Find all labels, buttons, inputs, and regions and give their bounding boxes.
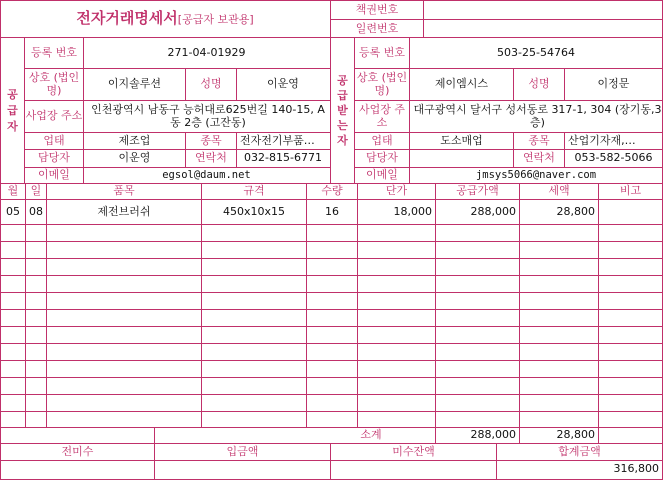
unpaid-label: 전미수 xyxy=(61,444,94,458)
supplier-addr: 인천광역시 남동구 능허대로625번길 140-15, A동 2층 (고잔동) xyxy=(91,102,325,129)
row-2-spec xyxy=(202,225,306,241)
balance-label: 미수잔액 xyxy=(392,444,435,458)
row-2-month xyxy=(1,225,25,241)
balance-value xyxy=(331,461,496,478)
buyer-side-char: 는 xyxy=(337,119,348,132)
subtotal-label: 소계 xyxy=(360,428,382,442)
row-7-item xyxy=(47,310,201,326)
row-5-item xyxy=(47,276,201,292)
row-10-price xyxy=(358,361,435,377)
header-supply: 공급가액 xyxy=(456,184,499,198)
buyer-side-char: 급 xyxy=(337,89,348,102)
row-8-item xyxy=(47,327,201,343)
book-no-label: 책권번호 xyxy=(355,2,399,16)
row-8-note xyxy=(599,327,662,343)
row-1-spec: 450x10x15 xyxy=(222,204,285,218)
supplier-side-char: 자 xyxy=(7,119,18,133)
row-4-month xyxy=(1,259,25,275)
header-spec: 규격 xyxy=(243,184,265,198)
grid-line xyxy=(598,427,599,444)
row-7-day xyxy=(26,310,46,326)
row-3-item xyxy=(47,242,201,258)
row-8-price xyxy=(358,327,435,343)
row-3-day xyxy=(26,242,46,258)
buyer-item-label: 종목 xyxy=(528,133,550,147)
row-5-qty xyxy=(307,276,357,292)
row-5-spec xyxy=(202,276,306,292)
row-7-qty xyxy=(307,310,357,326)
buyer-rep: 이정문 xyxy=(597,77,630,91)
row-6-day xyxy=(26,293,46,309)
buyer-addr: 대구광역시 달서구 성서동로 317-1, 304 (장기동,3층) xyxy=(413,102,662,129)
unpaid-value xyxy=(1,461,154,478)
row-3-spec xyxy=(202,242,306,258)
row-11-qty xyxy=(307,378,357,394)
row-11-note xyxy=(599,378,662,394)
header-price: 단가 xyxy=(385,184,408,198)
row-7-note xyxy=(599,310,662,326)
row-1-item: 제전브러쉬 xyxy=(97,204,151,218)
row-1-note xyxy=(599,200,662,224)
grid-line xyxy=(0,411,663,412)
supplier-reg-label: 등록 번호 xyxy=(30,45,77,59)
row-11-tax xyxy=(520,378,598,394)
row-6-spec xyxy=(202,293,306,309)
subtotal-supply: 288,000 xyxy=(470,428,516,442)
row-3-price xyxy=(358,242,435,258)
document-title xyxy=(0,1,330,37)
row-2-note xyxy=(599,225,662,241)
row-1-month: 05 xyxy=(6,204,20,218)
row-1-qty: 16 xyxy=(325,204,339,218)
buyer-contact xyxy=(410,150,513,167)
row-12-price xyxy=(358,395,435,411)
header-qty: 수량 xyxy=(321,184,343,198)
row-2-day xyxy=(26,225,46,241)
supplier-biz: 제조업 xyxy=(118,133,151,147)
buyer-reg-no: 503-25-54764 xyxy=(497,45,575,59)
serial-no-value xyxy=(424,20,662,38)
row-4-supply xyxy=(436,259,519,275)
row-10-note xyxy=(599,361,662,377)
row-8-month xyxy=(1,327,25,343)
row-5-month xyxy=(1,276,25,292)
buyer-phone: 053-582-5066 xyxy=(574,151,653,165)
supplier-contact: 이운영 xyxy=(118,151,151,165)
row-2-price xyxy=(358,225,435,241)
row-8-supply xyxy=(436,327,519,343)
row-5-tax xyxy=(520,276,598,292)
title-text: 전자거래명세서 xyxy=(76,9,178,28)
supplier-name: 이지솔루션 xyxy=(107,77,162,91)
row-11-item xyxy=(47,378,201,394)
supplier-side-label xyxy=(1,38,24,183)
row-6-item xyxy=(47,293,201,309)
row-9-item xyxy=(47,344,201,360)
header-note: 비고 xyxy=(619,184,642,198)
row-9-price xyxy=(358,344,435,360)
grid-line xyxy=(154,427,155,444)
supplier-side-char: 급 xyxy=(7,103,18,117)
grid-line xyxy=(0,479,663,480)
row-6-qty xyxy=(307,293,357,309)
header-month: 월 xyxy=(7,184,19,198)
buyer-email-label: 이메일 xyxy=(366,168,398,182)
row-12-qty xyxy=(307,395,357,411)
row-8-qty xyxy=(307,327,357,343)
row-10-supply xyxy=(436,361,519,377)
row-6-supply xyxy=(436,293,519,309)
row-6-price xyxy=(358,293,435,309)
row-7-price xyxy=(358,310,435,326)
row-10-day xyxy=(26,361,46,377)
row-11-price xyxy=(358,378,435,394)
supplier-rep-label: 성명 xyxy=(200,77,222,91)
row-11-month xyxy=(1,378,25,394)
row-2-item xyxy=(47,225,201,241)
row-12-spec xyxy=(202,395,306,411)
row-4-item xyxy=(47,259,201,275)
row-10-tax xyxy=(520,361,598,377)
row-8-spec xyxy=(202,327,306,343)
row-12-item xyxy=(47,395,201,411)
row-3-tax xyxy=(520,242,598,258)
row-9-note xyxy=(599,344,662,360)
row-9-month xyxy=(1,344,25,360)
buyer-name: 제이엠시스 xyxy=(434,77,489,91)
supplier-phone-label: 연락처 xyxy=(195,151,227,165)
row-12-tax xyxy=(520,395,598,411)
supplier-addr-label: 사업장 주소 xyxy=(25,109,83,123)
buyer-contact-label: 담당자 xyxy=(366,151,398,165)
row-11-day xyxy=(26,378,46,394)
book-no-value xyxy=(424,1,662,19)
row-6-month xyxy=(1,293,25,309)
row-1-price: 18,000 xyxy=(393,204,432,218)
header-tax: 세액 xyxy=(548,184,570,198)
row-8-day xyxy=(26,327,46,343)
row-4-tax xyxy=(520,259,598,275)
row-9-day xyxy=(26,344,46,360)
buyer-biz-label: 업태 xyxy=(371,133,393,147)
buyer-rep-label: 성명 xyxy=(528,77,550,91)
supplier-email-label: 이메일 xyxy=(38,168,70,182)
supplier-reg-no: 271-04-01929 xyxy=(167,45,246,59)
supplier-phone: 032-815-6771 xyxy=(244,151,322,165)
buyer-email: jmsys5066@naver.com xyxy=(475,169,597,182)
buyer-reg-label: 등록 번호 xyxy=(358,45,405,59)
row-6-note xyxy=(599,293,662,309)
row-7-month xyxy=(1,310,25,326)
title-copy-type: [공급자 보관용] xyxy=(177,13,254,27)
row-4-note xyxy=(599,259,662,275)
buyer-addr-label: 사업장 주소 xyxy=(358,102,405,129)
row-10-spec xyxy=(202,361,306,377)
buyer-phone-label: 연락처 xyxy=(523,151,555,165)
received-value xyxy=(155,461,330,478)
row-5-day xyxy=(26,276,46,292)
subtotal-tax: 28,800 xyxy=(556,428,595,442)
row-3-note xyxy=(599,242,662,258)
row-7-supply xyxy=(436,310,519,326)
buyer-side-char: 공 xyxy=(337,74,348,87)
row-1-supply: 288,000 xyxy=(470,204,516,218)
row-10-qty xyxy=(307,361,357,377)
buyer-name-label: 상호 (법인명) xyxy=(356,70,408,97)
buyer-side-char: 자 xyxy=(337,134,348,147)
supplier-biz-label: 업태 xyxy=(43,133,65,147)
row-2-tax xyxy=(520,225,598,241)
serial-no-label: 일련번호 xyxy=(355,21,399,35)
row-5-note xyxy=(599,276,662,292)
supplier-side-char: 공 xyxy=(7,87,18,101)
row-12-note xyxy=(599,395,662,411)
row-1-tax: 28,800 xyxy=(556,204,595,218)
buyer-side-label xyxy=(331,38,354,183)
header-item: 품목 xyxy=(113,184,135,198)
supplier-contact-label: 담당자 xyxy=(38,151,70,165)
row-5-supply xyxy=(436,276,519,292)
row-3-qty xyxy=(307,242,357,258)
row-7-spec xyxy=(202,310,306,326)
row-4-qty xyxy=(307,259,357,275)
total-value: 316,800 xyxy=(613,462,659,476)
row-9-spec xyxy=(202,344,306,360)
row-3-month xyxy=(1,242,25,258)
supplier-email: egsol@daum.net xyxy=(162,169,251,182)
row-6-tax xyxy=(520,293,598,309)
row-4-spec xyxy=(202,259,306,275)
row-7-tax xyxy=(520,310,598,326)
row-11-supply xyxy=(436,378,519,394)
row-2-qty xyxy=(307,225,357,241)
row-4-day xyxy=(26,259,46,275)
row-9-tax xyxy=(520,344,598,360)
row-5-price xyxy=(358,276,435,292)
supplier-item-label: 종목 xyxy=(200,133,222,147)
buyer-item: 산업기자재,… xyxy=(568,133,636,147)
row-9-qty xyxy=(307,344,357,360)
supplier-name-label: 상호 (법인명) xyxy=(28,70,80,97)
total-label: 합계금액 xyxy=(558,444,601,458)
row-11-spec xyxy=(202,378,306,394)
row-9-supply xyxy=(436,344,519,360)
row-12-month xyxy=(1,395,25,411)
supplier-rep: 이운영 xyxy=(267,77,299,91)
header-day: 일 xyxy=(30,184,42,198)
buyer-biz: 도소매업 xyxy=(440,133,483,147)
row-2-supply xyxy=(436,225,519,241)
row-4-price xyxy=(358,259,435,275)
row-12-supply xyxy=(436,395,519,411)
buyer-side-char: 받 xyxy=(337,104,348,117)
row-12-day xyxy=(26,395,46,411)
row-10-month xyxy=(1,361,25,377)
row-10-item xyxy=(47,361,201,377)
received-label: 입금액 xyxy=(226,444,259,458)
supplier-item: 전자전기부품… xyxy=(240,133,315,147)
row-1-day: 08 xyxy=(29,204,43,218)
row-3-supply xyxy=(436,242,519,258)
row-8-tax xyxy=(520,327,598,343)
